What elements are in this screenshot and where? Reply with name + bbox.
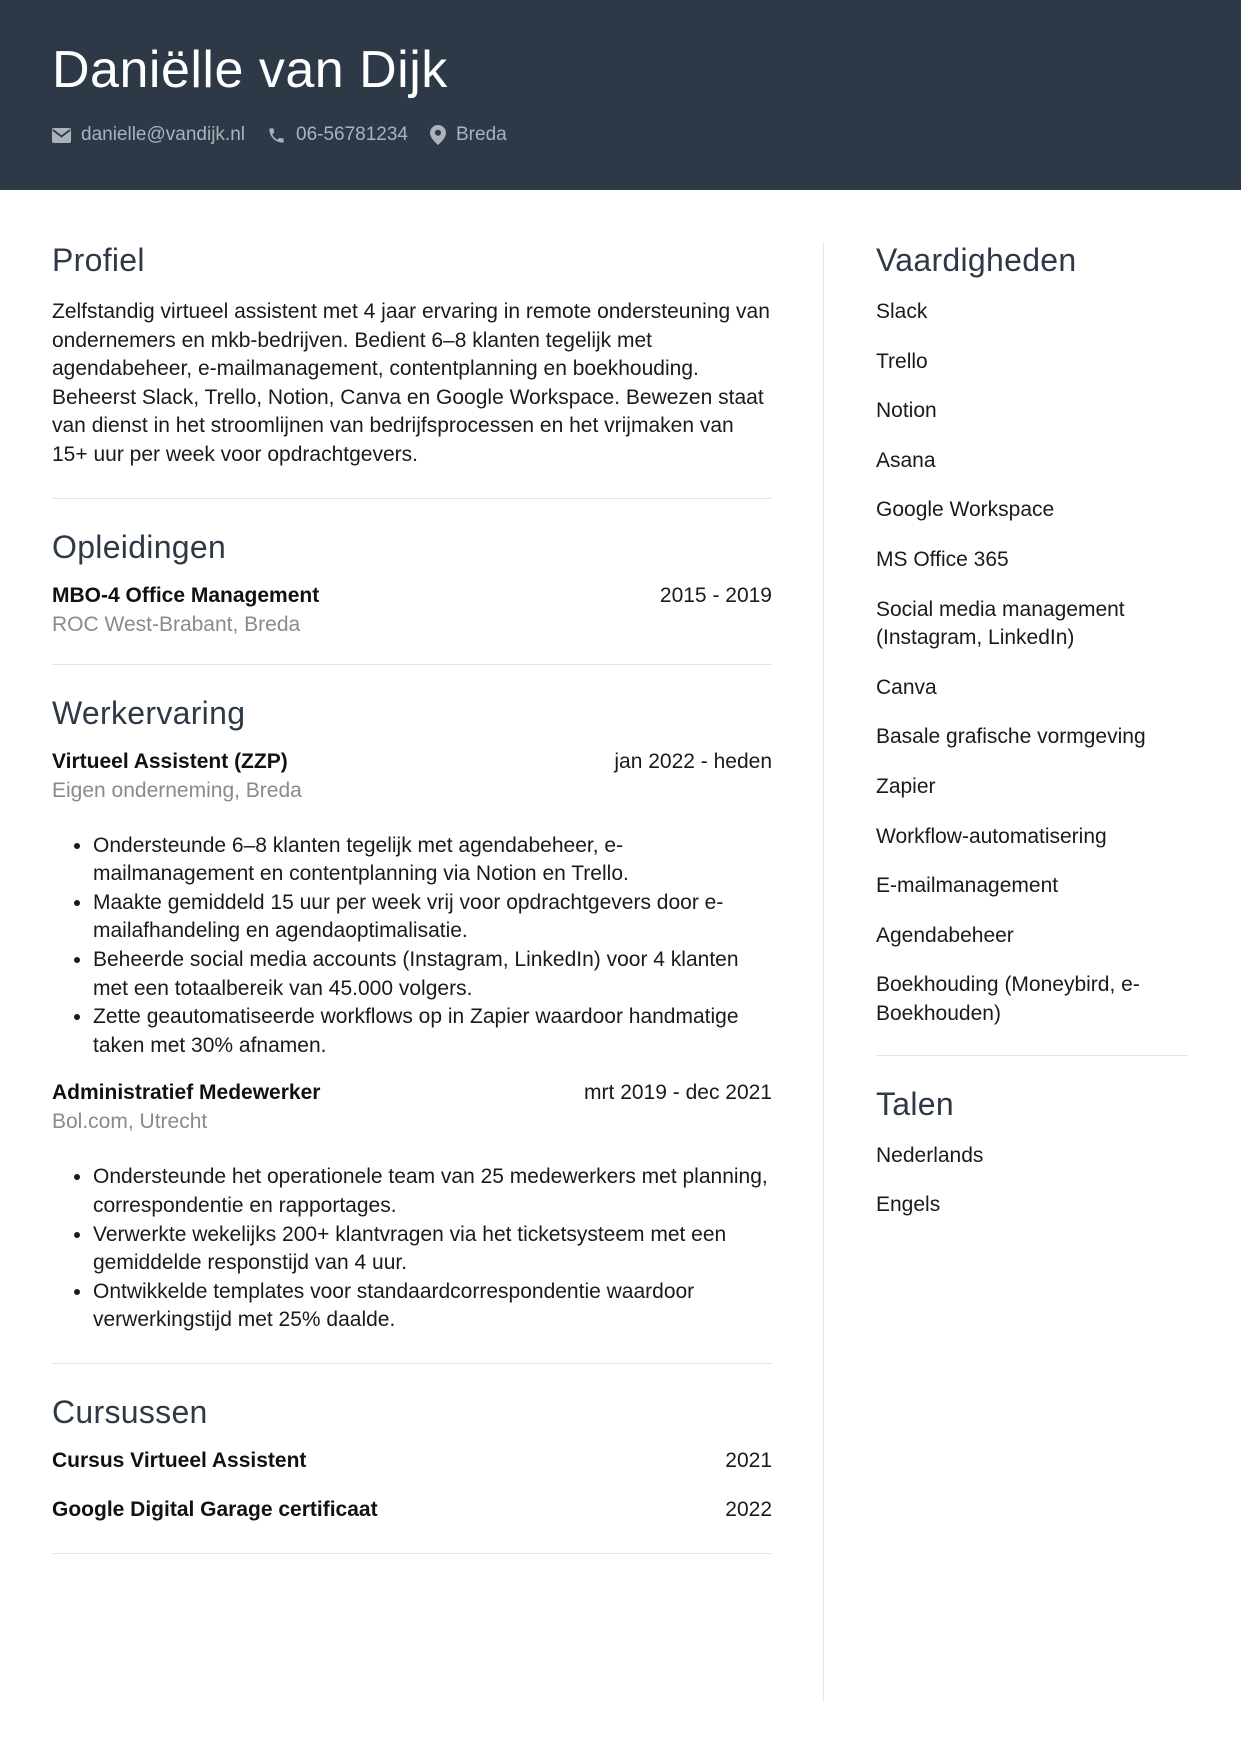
sidebar-column — [876, 240, 1188, 1220]
skill-item: Asana — [876, 448, 936, 472]
education-date: 2015 - 2019 — [659, 583, 772, 607]
list-item: • Ondersteunde 6–8 klanten tegelijk met agendabeheer, e-mailmanagement en contentplanning via Notion en Trello. — [93, 832, 772, 889]
job-company: Bol.com, Utrecht — [52, 1110, 208, 1134]
course-title: Cursus Virtueel Assistent — [52, 1448, 307, 1472]
contact-info — [52, 122, 529, 148]
list-item: • Maakte gemiddeld 15 uur per week vrij voor opdrachtgevers door e-mailafhandeling en agendaoptimalisatie. — [93, 889, 772, 946]
list-item: • Ontwikkelde templates voor standaardcorrespondentie waardoor verwerkingstijd met 25% daalde. — [93, 1278, 772, 1335]
experience-entry — [52, 748, 772, 1061]
job-bullets — [52, 832, 772, 1061]
job-bullets — [52, 1163, 772, 1335]
contact-phone — [267, 124, 408, 146]
job-date: mrt 2019 - dec 2021 — [584, 1081, 772, 1105]
courses-section — [52, 1392, 772, 1524]
job-title: Virtueel Assistent (ZZP) — [52, 749, 288, 773]
profile-title: Profiel — [52, 242, 145, 278]
course-entry — [52, 1496, 772, 1524]
education-degree: MBO-4 Office Management — [52, 583, 320, 607]
map-pin-icon — [430, 125, 446, 145]
experience-section — [52, 693, 772, 1335]
skill-item: Trello — [876, 349, 928, 373]
section-divider — [52, 664, 772, 665]
list-item: • Beheerde social media accounts (Instagram, LinkedIn) voor 4 klanten met een totaalbereik van 45.000 volgers. — [93, 946, 772, 1003]
skill-item: Notion — [876, 399, 937, 423]
section-divider — [876, 1055, 1188, 1056]
language-item: Nederlands — [876, 1143, 984, 1167]
candidate-name: Daniëlle van Dijk — [52, 41, 448, 99]
job-date: jan 2022 - heden — [614, 749, 772, 773]
skill-item: MS Office 365 — [876, 547, 1009, 571]
language-item: Engels — [876, 1193, 941, 1217]
skills-list — [876, 298, 1188, 1029]
skill-item: Slack — [876, 300, 928, 323]
skill-item: Canva — [876, 675, 937, 699]
course-date: 2022 — [725, 1497, 772, 1521]
profile-text: Zelfstandig virtueel assistent met 4 jaar ervaring in remote ondersteuning van ondernemers en mkb-bedrijven. Bedient 6–8 klanten tegelijk met agendabeheer, e-mailmanagement, contentplanning en boekhouding. Beheerst Slack, Trello, Notion, Canva en Google Workspace. Bewezen staat van dienst in het stroomlijnen van bedrijfsprocessen en het vrijmaken van 15+ uur per week voor opdrachtgevers. — [52, 300, 770, 466]
email-text: danielle@vandijk.nl — [81, 124, 245, 145]
education-title: Opleidingen — [52, 528, 227, 565]
skill-item: Google Workspace — [876, 498, 1055, 522]
list-item: • Ondersteunde het operationele team van 25 medewerkers met planning, correspondentie en rapportages. — [93, 1163, 772, 1220]
section-divider — [52, 1553, 772, 1554]
languages-list — [876, 1142, 1188, 1220]
skill-item: E-mailmanagement — [876, 874, 1059, 898]
main-column — [52, 240, 772, 1554]
skills-title: Vaardigheden — [876, 242, 1077, 278]
experience-title: Werkervaring — [52, 694, 246, 731]
profile-section — [52, 240, 772, 470]
resume-header — [0, 0, 1241, 190]
job-company: Eigen onderneming, Breda — [52, 778, 302, 802]
envelope-icon — [52, 128, 71, 143]
skill-item: Basale grafische vormgeving — [876, 725, 1146, 749]
contact-email — [52, 124, 245, 146]
education-section — [52, 527, 772, 639]
languages-section — [876, 1084, 1188, 1220]
education-institution: ROC West-Brabant, Breda — [52, 612, 301, 636]
column-divider — [823, 242, 824, 1702]
section-divider — [52, 498, 772, 499]
skill-item: Zapier — [876, 774, 936, 798]
skills-section — [876, 240, 1188, 1029]
courses-title: Cursussen — [52, 1393, 208, 1430]
experience-entry — [52, 1079, 772, 1335]
skill-item: Agendabeheer — [876, 923, 1014, 947]
skill-item: Workflow-automatisering — [876, 824, 1107, 848]
location-text: Breda — [456, 124, 507, 145]
contact-location — [430, 124, 507, 146]
course-entry — [52, 1447, 772, 1475]
languages-title: Talen — [876, 1085, 954, 1122]
course-date: 2021 — [725, 1448, 772, 1472]
job-title: Administratief Medewerker — [52, 1081, 321, 1105]
list-item: • Zette geautomatiseerde workflows op in Zapier waardoor handmatige taken met 30% afnamen. — [93, 1003, 772, 1060]
education-entry — [52, 582, 772, 639]
phone-icon — [267, 126, 286, 145]
course-title: Google Digital Garage certificaat — [52, 1497, 378, 1521]
section-divider — [52, 1363, 772, 1364]
list-item: • Verwerkte wekelijks 200+ klantvragen via het ticketsysteem met een gemiddelde responstijd van 4 uur. — [93, 1221, 772, 1278]
skill-item: Social media management (Instagram, LinkedIn) — [876, 597, 1125, 650]
phone-text: 06-56781234 — [296, 124, 408, 145]
skill-item: Boekhouding (Moneybird, e-Boekhouden) — [876, 973, 1140, 1025]
